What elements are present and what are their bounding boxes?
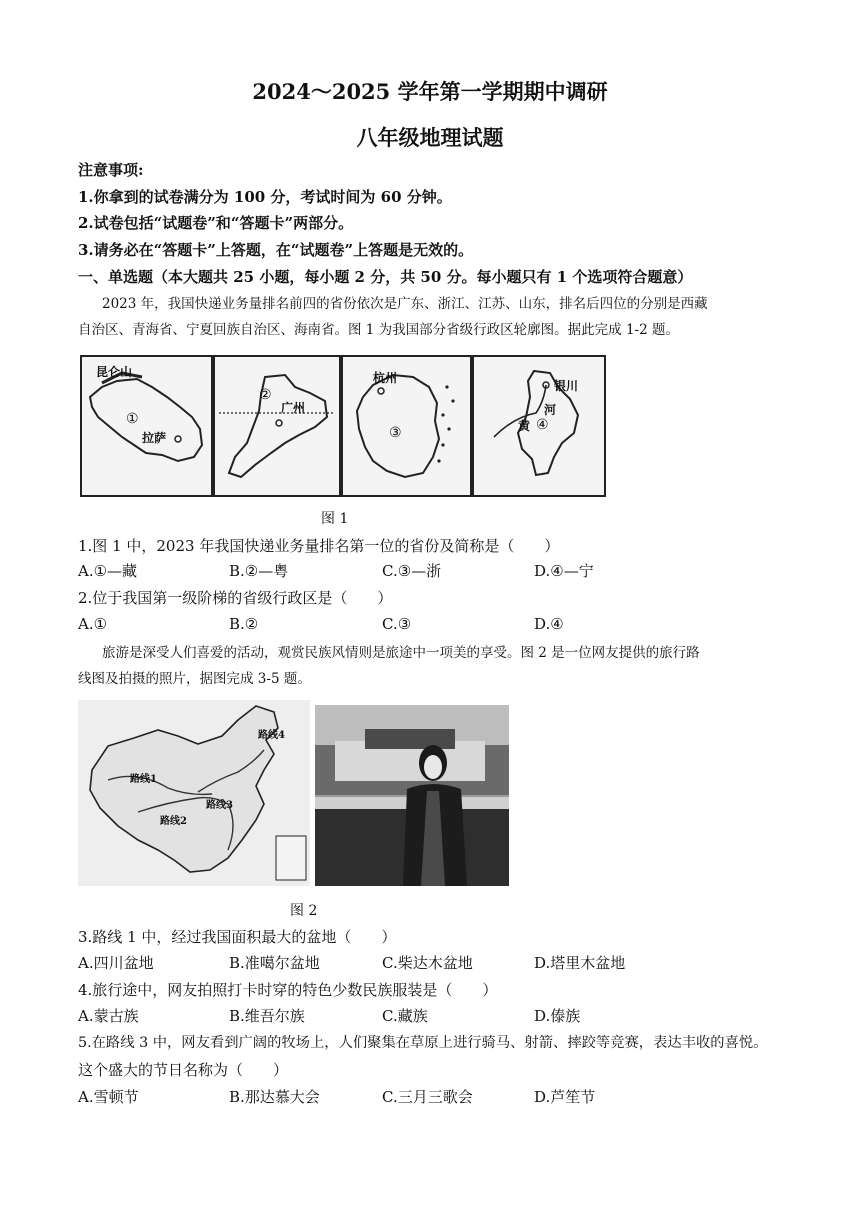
- notice-item-2: 2.试卷包括“试题卷”和“答题卡”两部分。: [78, 214, 354, 232]
- q2-option-b[interactable]: B.②: [229, 615, 259, 633]
- kunlun-label: 昆仑山: [96, 365, 133, 379]
- label-2: ②: [259, 387, 272, 403]
- q4-option-c[interactable]: C.藏族: [382, 1007, 428, 1025]
- q2-option-d[interactable]: D.④: [534, 615, 564, 633]
- q4-option-b[interactable]: B.维吾尔族: [229, 1007, 305, 1025]
- huang-label: 黄: [518, 419, 531, 433]
- figure2-photo: [315, 705, 509, 886]
- q3-option-d[interactable]: D.塔里木盆地: [534, 954, 626, 972]
- route1-label: 路线1: [130, 774, 157, 785]
- q3-option-b[interactable]: B.准噶尔盆地: [229, 954, 320, 972]
- q2-stem: 2.位于我国第一级阶梯的省级行政区是（ ）: [78, 589, 393, 607]
- figure1-panel-guangdong: [213, 355, 341, 497]
- lhasa-label: 拉萨: [142, 431, 167, 445]
- q5-stem-line2: 这个盛大的节日名称为（ ）: [78, 1061, 289, 1079]
- q1-option-b[interactable]: B.②—粤: [229, 562, 289, 580]
- passage2-line1: 旅游是深受人们喜爱的活动，观赏民族风情则是旅途中一项美的享受。图 2 是一位网友提供的旅行路: [102, 645, 700, 661]
- route3-label: 路线3: [206, 800, 233, 811]
- yinchuan-label: 银川: [554, 379, 579, 393]
- exam-subtitle: 八年级地理试题: [356, 125, 504, 150]
- q3-option-c[interactable]: C.柴达木盆地: [382, 954, 473, 972]
- he-label: 河: [544, 403, 557, 417]
- figure1-panel-tibet: [80, 355, 213, 497]
- q4-stem: 4.旅行途中，网友拍照打卡时穿的特色少数民族服装是（ ）: [78, 981, 498, 999]
- exam-title: 2024～2025 学年第一学期期中调研: [252, 79, 608, 104]
- q1-option-d[interactable]: D.④—宁: [534, 562, 594, 580]
- figure1-panel-zhejiang: [341, 355, 472, 497]
- q5-option-d[interactable]: D.芦笙节: [534, 1088, 596, 1106]
- figure1-panel-ningxia: [472, 355, 606, 497]
- route2-label: 路线2: [160, 816, 187, 827]
- figure2-caption: 图 2: [290, 903, 318, 919]
- label-3: ③: [389, 425, 402, 441]
- passage1-line2: 自治区、青海省、宁夏回族自治区、海南省。图 1 为我国部分省级行政区轮廓图。据此完成 1-2 题。: [78, 322, 679, 338]
- q5-option-a[interactable]: A.雪顿节: [78, 1088, 139, 1106]
- q2-option-a[interactable]: A.①: [78, 615, 108, 633]
- hangzhou-label: 杭州: [373, 371, 398, 385]
- q1-option-c[interactable]: C.③—浙: [382, 562, 442, 580]
- figure1-maps: [80, 355, 606, 497]
- section-heading: 一、单选题（本大题共 25 小题，每小题 2 分，共 50 分。每小题只有 1 个选项符合题意）: [78, 268, 693, 286]
- q1-option-a[interactable]: A.①—藏: [78, 562, 138, 580]
- label-4: ④: [536, 417, 549, 433]
- passage1-line1: 2023 年，我国快递业务量排名前四的省份依次是广东、浙江、江苏、山东，排名后四位的分别是西藏: [102, 296, 708, 312]
- label-1: ①: [126, 411, 139, 427]
- figure1-caption: 图 1: [321, 511, 349, 527]
- figure2-route-map: [78, 700, 310, 886]
- notice-heading: 注意事项:: [78, 161, 144, 179]
- q5-option-c[interactable]: C.三月三歌会: [382, 1088, 473, 1106]
- q4-option-d[interactable]: D.傣族: [534, 1007, 581, 1025]
- passage2-line2: 线图及拍摄的照片，据图完成 3-5 题。: [78, 671, 311, 687]
- q3-option-a[interactable]: A.四川盆地: [78, 954, 154, 972]
- q5-stem-line1: 5.在路线 3 中，网友看到广阔的牧场上，人们聚集在草原上进行骑马、射箭、摔跤等竞赛，表达丰收的喜悦。: [78, 1035, 768, 1051]
- route4-label: 路线4: [258, 730, 285, 741]
- q3-stem: 3.路线 1 中，经过我国面积最大的盆地（ ）: [78, 928, 397, 946]
- q1-stem: 1.图 1 中，2023 年我国快递业务量排名第一位的省份及简称是（ ）: [78, 537, 560, 555]
- notice-item-1: 1.你拿到的试卷满分为 100 分，考试时间为 60 分钟。: [78, 188, 452, 206]
- q4-option-a[interactable]: A.蒙古族: [78, 1007, 139, 1025]
- guangzhou-label: 广州: [281, 401, 306, 415]
- q2-option-c[interactable]: C.③: [382, 615, 412, 633]
- notice-item-3: 3.请务必在“答题卡”上答题，在“试题卷”上答题是无效的。: [78, 241, 474, 259]
- q5-option-b[interactable]: B.那达慕大会: [229, 1088, 320, 1106]
